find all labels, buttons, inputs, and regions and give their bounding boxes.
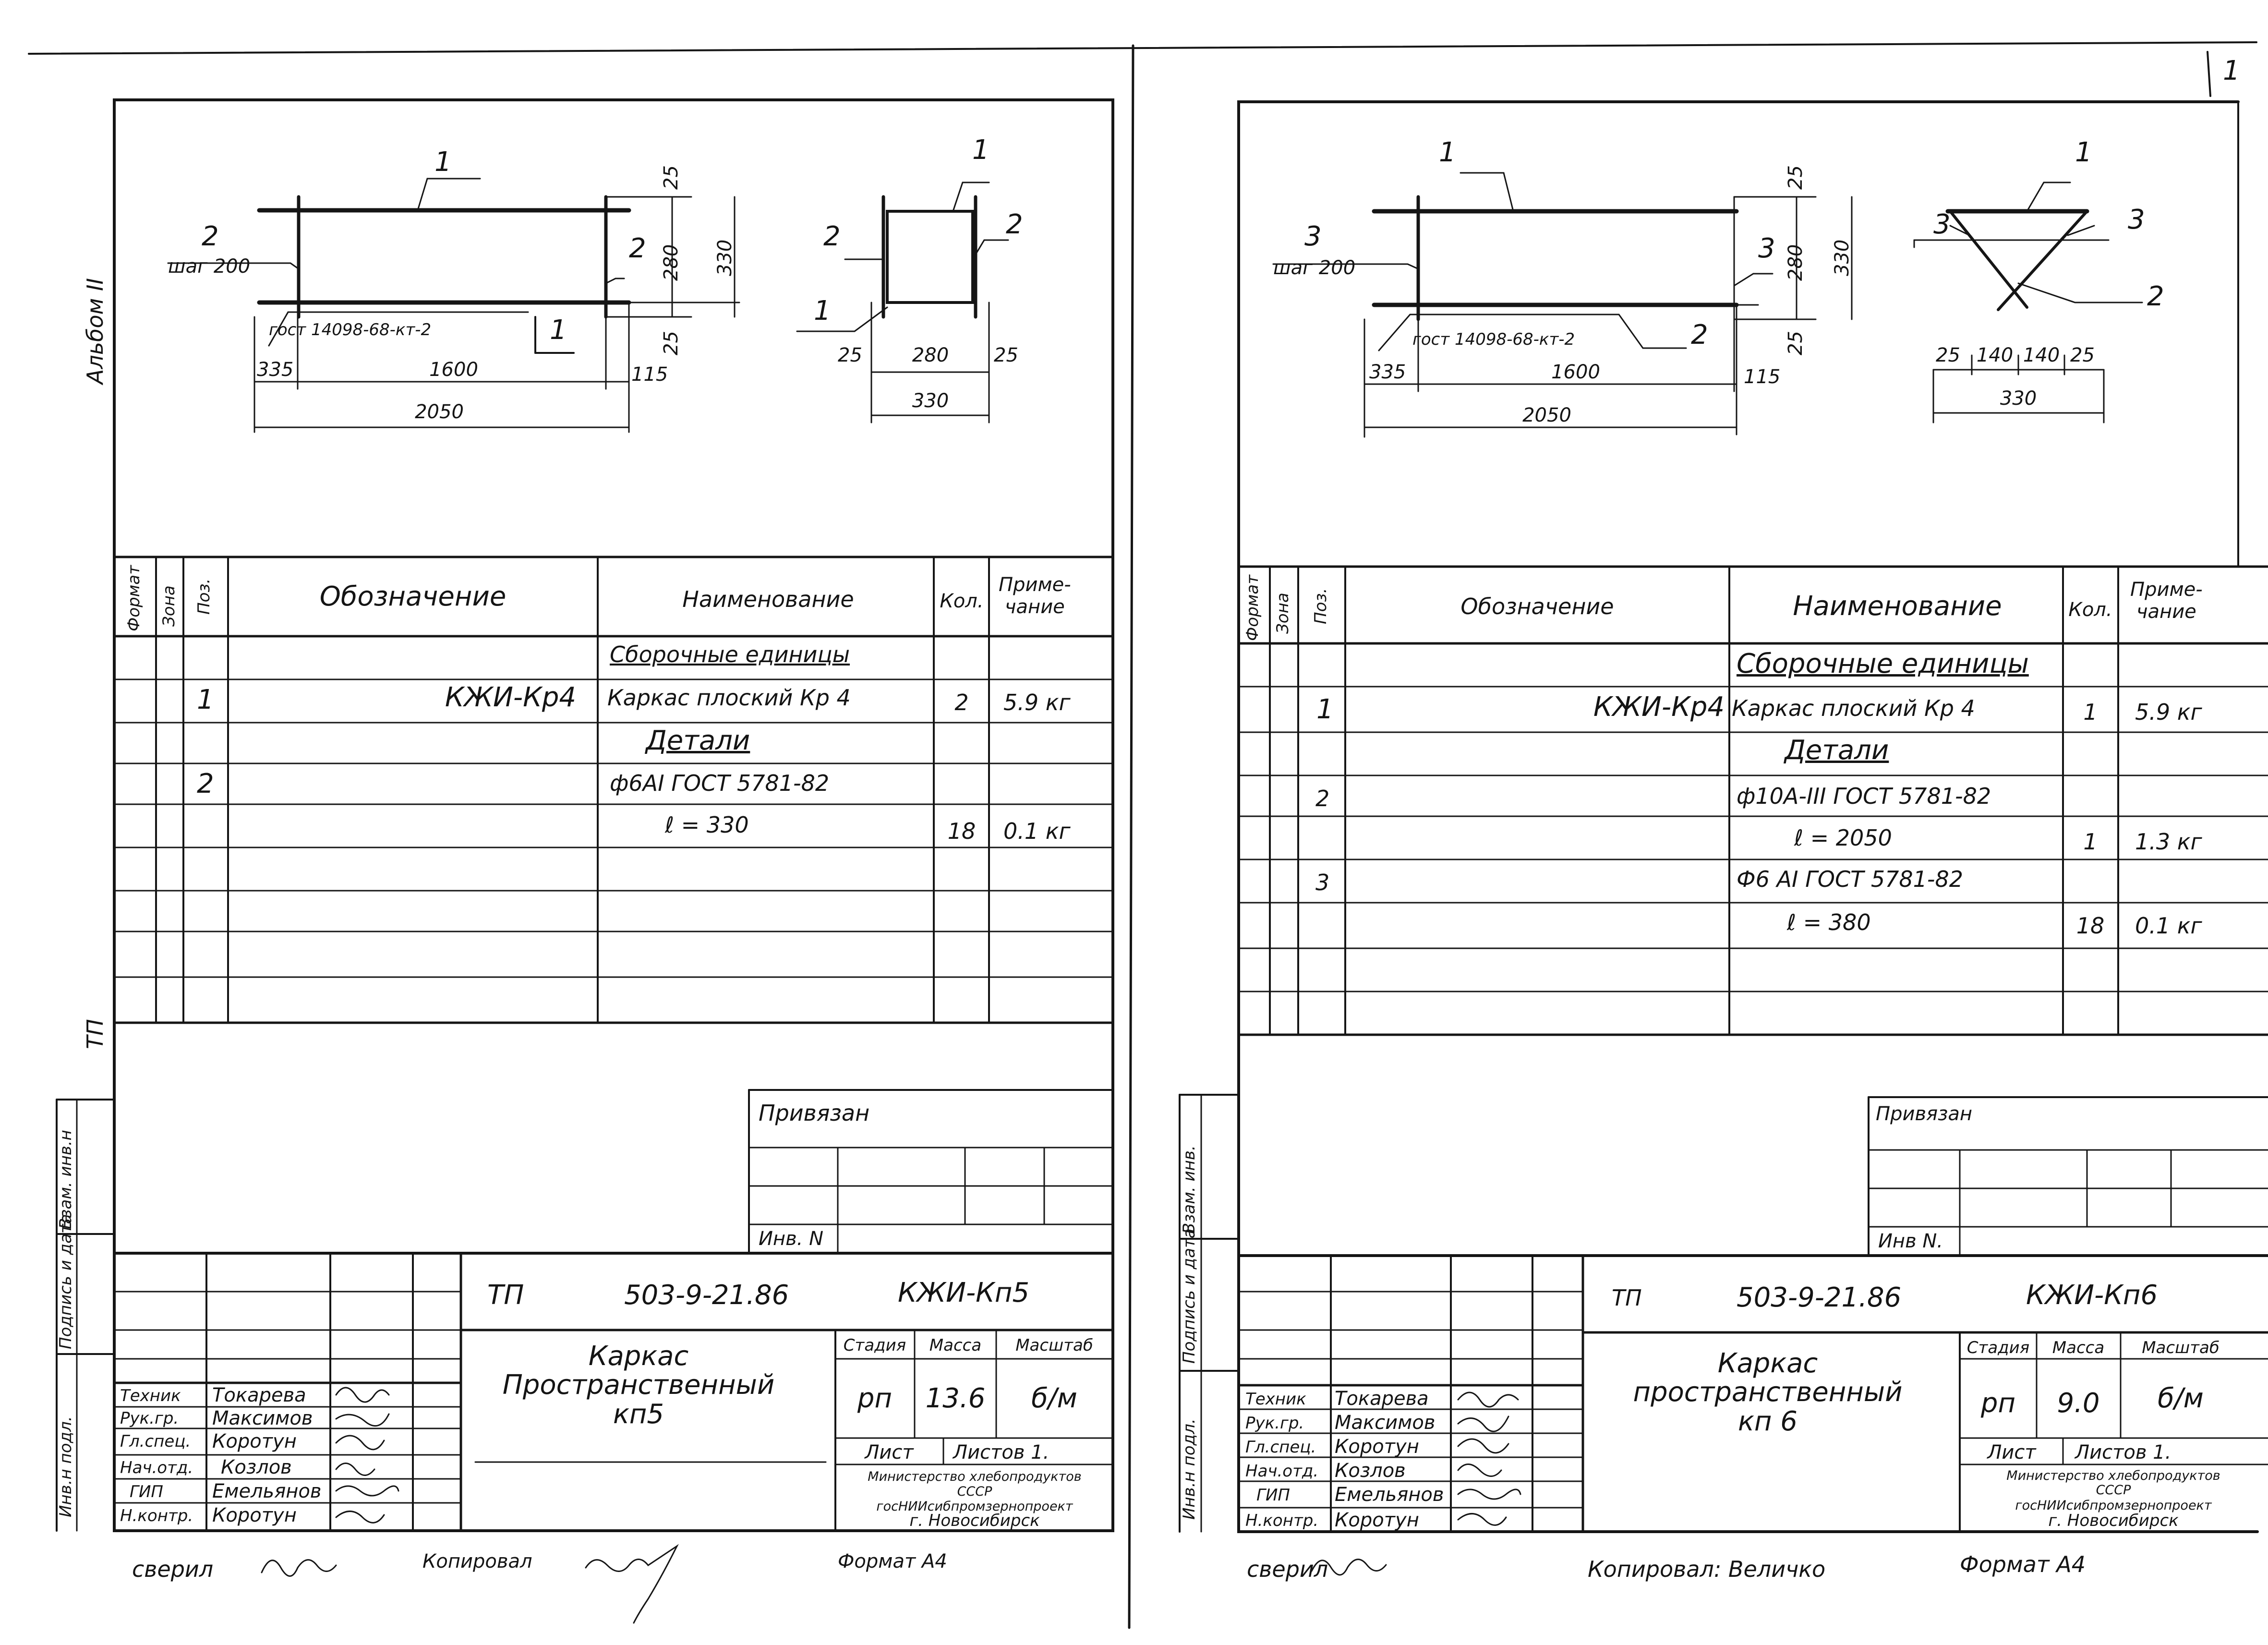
- dim-vert-280: 280: [1785, 244, 1807, 281]
- title-mass-header: Масса: [929, 1336, 982, 1355]
- inv-n-label: Инв. N: [759, 1228, 823, 1250]
- title-mass: 9.0: [2057, 1388, 2100, 1419]
- footer-checked: сверил: [1247, 1556, 1328, 1582]
- side-stamp-inv: Инв.н подл.: [56, 1416, 75, 1517]
- title-org-line: г. Новосибирск: [2048, 1511, 2179, 1530]
- spec-row-name: Детали: [646, 725, 750, 756]
- spec-row-note: 5.9 кг: [1003, 689, 1071, 715]
- person-name: Козлов: [221, 1456, 292, 1478]
- footer-checked: сверил: [132, 1556, 214, 1582]
- role: Гл.спец.: [120, 1432, 191, 1451]
- section-dim-330: 330: [2000, 387, 2037, 410]
- spec-header-zone: Зона: [1273, 593, 1292, 634]
- dim-vert-25-top: 25: [1785, 165, 1807, 190]
- role: Н.контр.: [1245, 1511, 1319, 1530]
- title-name: Каркас пространственный кп 6: [1633, 1348, 1903, 1437]
- title-code: 503-9-21.86: [624, 1280, 789, 1311]
- side-album: Альбом II: [82, 278, 108, 384]
- person-name: Токарева: [212, 1384, 306, 1406]
- person-name: Максимов: [212, 1407, 313, 1429]
- footer-format: Формат А4: [1960, 1551, 2086, 1577]
- side-stamp-sign: Подпись и дата: [56, 1214, 75, 1349]
- drawing-gost: гост 14098-68-кт-2: [269, 320, 432, 339]
- spec-row-name: Каркас плоский Кр 4: [1732, 695, 1975, 721]
- title-mark: КЖИ-Кп6: [2026, 1280, 2158, 1311]
- section-pos-3-left: 3: [1933, 209, 1951, 240]
- section-pos-2-left: 2: [823, 221, 841, 252]
- spec-row-qty: 1: [2083, 829, 2098, 855]
- dim-1600: 1600: [429, 359, 478, 381]
- person-name: Коротун: [1335, 1509, 1419, 1531]
- title-stage-header: Стадия: [1966, 1338, 2030, 1357]
- spec-row-name: Сборочные единицы: [610, 641, 850, 667]
- dim-vert-280: 280: [660, 244, 682, 281]
- person-name: Коротун: [212, 1430, 297, 1452]
- sheet-left: [0, 0, 1128, 1645]
- privyazan-label: Привязан: [1876, 1103, 1973, 1125]
- role: Рук.гр.: [1245, 1414, 1304, 1433]
- spec-row-pos: 2: [197, 768, 214, 799]
- section-pos-1: 1: [2075, 137, 2092, 168]
- spec-row-qty: 1: [2083, 699, 2098, 725]
- title-stage: рп: [857, 1383, 893, 1414]
- spec-header-note: Приме- чание: [2130, 579, 2203, 623]
- spec-row-pos: 1: [1316, 694, 1334, 725]
- spec-header-name: Наименование: [682, 586, 854, 612]
- spec-row-pos: 1: [197, 684, 214, 715]
- section-dim-140-b: 140: [2023, 344, 2060, 366]
- title-code: 503-9-21.86: [1737, 1282, 1902, 1313]
- spec-row-pos: 3: [1315, 870, 1330, 895]
- spec-header-zone: Зона: [159, 585, 179, 627]
- title-sheets-label: Листов 1.: [953, 1441, 1050, 1464]
- spec-header-note: Приме- чание: [999, 574, 1071, 618]
- title-org-line: СССР: [957, 1484, 992, 1499]
- spec-header-pos: Поз.: [1311, 588, 1330, 624]
- person-name: Емельянов: [212, 1480, 322, 1502]
- dim-vert-25-bottom: 25: [660, 331, 682, 355]
- section-dim-330: 330: [912, 390, 949, 412]
- section-pos-2-right: 2: [1006, 209, 1023, 240]
- section-dim-25-left: 25: [1936, 344, 1960, 366]
- footer-format: Формат А4: [838, 1550, 947, 1572]
- spec-header-qty: Кол.: [940, 590, 984, 612]
- person-name: Коротун: [212, 1504, 297, 1526]
- spec-row-name: ℓ = 2050: [1794, 825, 1892, 851]
- person-name: Токарева: [1335, 1388, 1429, 1410]
- dim-vert-330: 330: [714, 239, 736, 276]
- section-pos-2: 2: [2147, 281, 2164, 312]
- title-scale: б/м: [1031, 1383, 1077, 1414]
- spec-row-name: ℓ = 330: [665, 812, 749, 838]
- spec-row-qty: 2: [954, 689, 969, 715]
- title-stage: рп: [1980, 1388, 2016, 1419]
- spec-row-note: 5.9 кг: [2135, 699, 2202, 725]
- section-dim-140-a: 140: [1976, 344, 2014, 366]
- drawing-pos-3-right: 3: [1758, 233, 1775, 264]
- role: Нач.отд.: [120, 1458, 193, 1477]
- spec-header-name: Наименование: [1793, 591, 2002, 622]
- role: ГИП: [130, 1482, 163, 1501]
- side-stamp-sign: Подпись и дата: [1180, 1228, 1199, 1364]
- spec-row-name: ℓ = 380: [1787, 909, 1871, 935]
- dim-vert-25-bottom: 25: [1785, 331, 1807, 355]
- drawing-pos-2-right: 2: [629, 233, 646, 264]
- title-scale-header: Масштаб: [2142, 1338, 2220, 1357]
- spec-row-name: Каркас плоский Кр 4: [607, 685, 851, 711]
- spec-row-qty: 18: [2076, 913, 2105, 939]
- title-sheet-label: Лист: [1987, 1441, 2036, 1464]
- spec-row-name: ф10А-III ГОСТ 5781-82: [1737, 783, 1991, 809]
- drawing-pos-2-left: 2: [202, 221, 219, 252]
- dim-335: 335: [257, 359, 294, 381]
- side-stamp-vzam: Взам. инв.н: [56, 1130, 75, 1229]
- spec-row-name: Ф6 АI ГОСТ 5781-82: [1737, 866, 1964, 892]
- spec-row-note: 1.3 кг: [2135, 829, 2202, 855]
- spec-header-designation: Обозначение: [319, 581, 507, 612]
- spec-header-pos: Поз.: [194, 578, 214, 615]
- footer-copied: Копировал: [422, 1550, 532, 1572]
- title-sheet-label: Лист: [865, 1441, 914, 1464]
- section-dim-25-right: 25: [994, 344, 1018, 366]
- dim-1600: 1600: [1551, 361, 1600, 383]
- spec-row-name: Сборочные единицы: [1737, 648, 2029, 679]
- sheet-number: 1: [2223, 55, 2240, 86]
- title-scale: б/м: [2158, 1383, 2204, 1414]
- inv-n-label: Инв N.: [1878, 1230, 1943, 1252]
- dim-2050: 2050: [415, 401, 464, 423]
- person-name: Коротун: [1335, 1436, 1419, 1458]
- section-pos-1: 1: [972, 134, 989, 166]
- spec-row-name: ф6АI ГОСТ 5781-82: [610, 770, 830, 796]
- spec-row-note: 0.1 кг: [2135, 913, 2202, 939]
- person-name: Козлов: [1335, 1460, 1406, 1482]
- spec-header-format: Формат: [124, 565, 144, 631]
- dim-2050: 2050: [1522, 404, 1571, 426]
- title-org-line: Министерство хлебопродуктов: [868, 1469, 1082, 1484]
- section-pos-3-right: 3: [2128, 204, 2145, 235]
- spec-row-qty: 18: [947, 818, 976, 844]
- dim-335: 335: [1369, 361, 1406, 383]
- dim-vert-330: 330: [1831, 239, 1853, 276]
- spec-row-name: Детали: [1785, 735, 1889, 766]
- title-mark: КЖИ-Кп5: [898, 1277, 1030, 1308]
- spec-row-designation: КЖИ-Кр4: [1593, 691, 1725, 723]
- drawing-gost: гост 14098-68-кт-2: [1412, 330, 1575, 349]
- spec-row-note: 0.1 кг: [1003, 818, 1071, 844]
- role: Рук.гр.: [120, 1409, 179, 1428]
- privyazan-label: Привязан: [759, 1100, 870, 1126]
- dim-115: 115: [631, 363, 668, 386]
- section-dim-280: 280: [912, 344, 949, 366]
- title-org-line: СССР: [2096, 1483, 2131, 1498]
- role: Техник: [120, 1386, 181, 1405]
- drawing-pos-1: 1: [434, 146, 452, 178]
- title-org-line: г. Новосибирск: [909, 1511, 1040, 1530]
- spec-header-qty: Кол.: [2068, 599, 2112, 621]
- drawing-gost-mark: 1: [550, 314, 567, 346]
- footer-copied: Копировал: Величко: [1588, 1556, 1826, 1582]
- title-scale-header: Масштаб: [1015, 1336, 1093, 1355]
- person-name: Емельянов: [1335, 1484, 1444, 1506]
- title-org-line: госНИИсибпромзернопроект: [876, 1499, 1073, 1514]
- role: Н.контр.: [120, 1506, 193, 1525]
- title-name: Каркас Пространственный кп5: [502, 1341, 775, 1430]
- role: ГИП: [1256, 1486, 1290, 1505]
- spec-row-pos: 2: [1315, 786, 1330, 811]
- drawing-pos-3-left: 3: [1304, 221, 1322, 252]
- title-mass-header: Масса: [2052, 1338, 2105, 1357]
- person-name: Максимов: [1335, 1412, 1436, 1434]
- drawing-pos-1: 1: [1439, 137, 1456, 168]
- side-tp: ТП: [82, 1019, 108, 1049]
- title-tp: ТП: [487, 1280, 524, 1311]
- dim-115: 115: [1744, 366, 1781, 388]
- section-pos-1-bottom: 1: [814, 295, 831, 327]
- spec-row-designation: КЖИ-Кр4: [445, 682, 576, 713]
- side-stamp-inv: Инв.н подл.: [1180, 1418, 1199, 1520]
- section-dim-25-left: 25: [838, 344, 862, 366]
- sheet-right: [1134, 0, 2268, 1645]
- title-stage-header: Стадия: [843, 1336, 906, 1355]
- section-dim-25-right: 25: [2070, 344, 2095, 366]
- dim-vert-25-top: 25: [660, 165, 682, 190]
- title-mass: 13.6: [925, 1383, 986, 1414]
- spec-header-designation: Обозначение: [1460, 593, 1614, 619]
- title-org-line: госНИИсибпромзернопроект: [2015, 1498, 2212, 1513]
- drawing-step: шаг 200: [168, 255, 251, 278]
- drawing-gost-mark: 2: [1691, 319, 1708, 351]
- title-org-line: Министерство хлебопродуктов: [2006, 1468, 2220, 1483]
- role: Нач.отд.: [1245, 1462, 1319, 1481]
- title-tp: ТП: [1612, 1285, 1642, 1311]
- spec-header-format: Формат: [1243, 575, 1262, 641]
- role: Техник: [1245, 1390, 1306, 1409]
- drawing-step: шаг 200: [1273, 257, 1356, 279]
- title-sheets-label: Листов 1.: [2075, 1441, 2171, 1464]
- role: Гл.спец.: [1245, 1438, 1316, 1457]
- side-stamp-vzam: Взам. инв.: [1180, 1145, 1199, 1234]
